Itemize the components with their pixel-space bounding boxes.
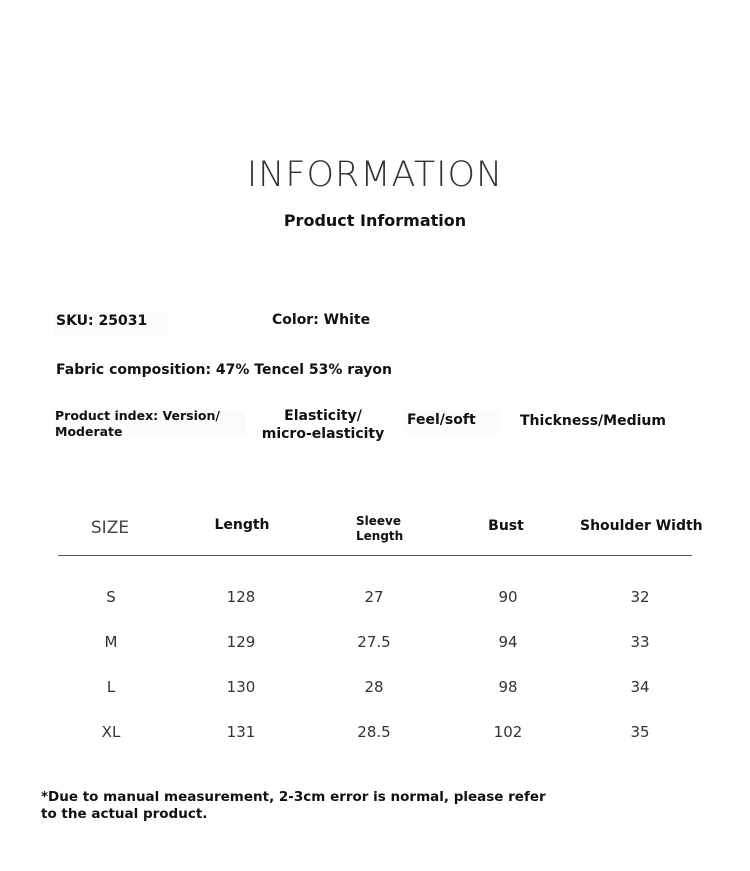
sleeve-length-cell: 27.5	[357, 633, 391, 651]
bust-cell: 98	[498, 678, 518, 696]
bust-cell: 102	[493, 723, 523, 741]
elasticity-line-1: Elasticity/	[284, 408, 362, 424]
measurement-note: *Due to manual measurement, 2-3cm error is normal, please refer to the actual product.	[41, 789, 546, 822]
length-cell: 129	[226, 633, 256, 651]
bust-cell: 94	[498, 633, 518, 651]
page-title: INFORMATION	[246, 155, 504, 195]
length-cell: 128	[226, 588, 256, 606]
size-cell: L	[106, 678, 116, 696]
sleeve-length-cell: 28	[364, 678, 384, 696]
shoulder-width-cell: 33	[630, 633, 650, 651]
sleeve-length-cell: 28.5	[357, 723, 391, 741]
shoulder-width-cell: 34	[630, 678, 650, 696]
thickness: Thickness/Medium	[520, 413, 666, 429]
product-index: Product index: Version/ Moderate	[55, 408, 220, 439]
sleeve-length-line-2: Length	[356, 529, 404, 543]
size-cell: M	[104, 633, 118, 651]
shoulder-width-column-header: Shoulder Width	[580, 518, 703, 534]
shoulder-width-cell: 35	[630, 723, 650, 741]
sleeve-length-line-1: Sleeve	[356, 514, 401, 528]
feel: Feel/soft	[407, 412, 476, 428]
bust-cell: 90	[498, 588, 518, 606]
fabric-composition: Fabric composition: 47% Tencel 53% rayon	[56, 362, 392, 378]
table-divider	[58, 555, 692, 556]
length-cell: 130	[226, 678, 256, 696]
size-cell: XL	[101, 723, 121, 741]
size-cell: S	[106, 588, 116, 606]
shoulder-width-cell: 32	[630, 588, 650, 606]
sleeve-length-column-header	[356, 514, 416, 544]
length-column-header: Length	[214, 517, 270, 533]
color-label: Color: White	[272, 312, 371, 328]
length-cell: 131	[226, 723, 256, 741]
bust-column-header: Bust	[488, 518, 524, 534]
sku-label: SKU: 25031	[56, 313, 148, 329]
size-column-header: SIZE	[90, 518, 130, 538]
elasticity-line-2: micro-elasticity	[261, 426, 385, 442]
sleeve-length-cell: 27	[364, 588, 384, 606]
elasticity	[258, 407, 388, 443]
page-subtitle: Product Information	[283, 211, 467, 230]
